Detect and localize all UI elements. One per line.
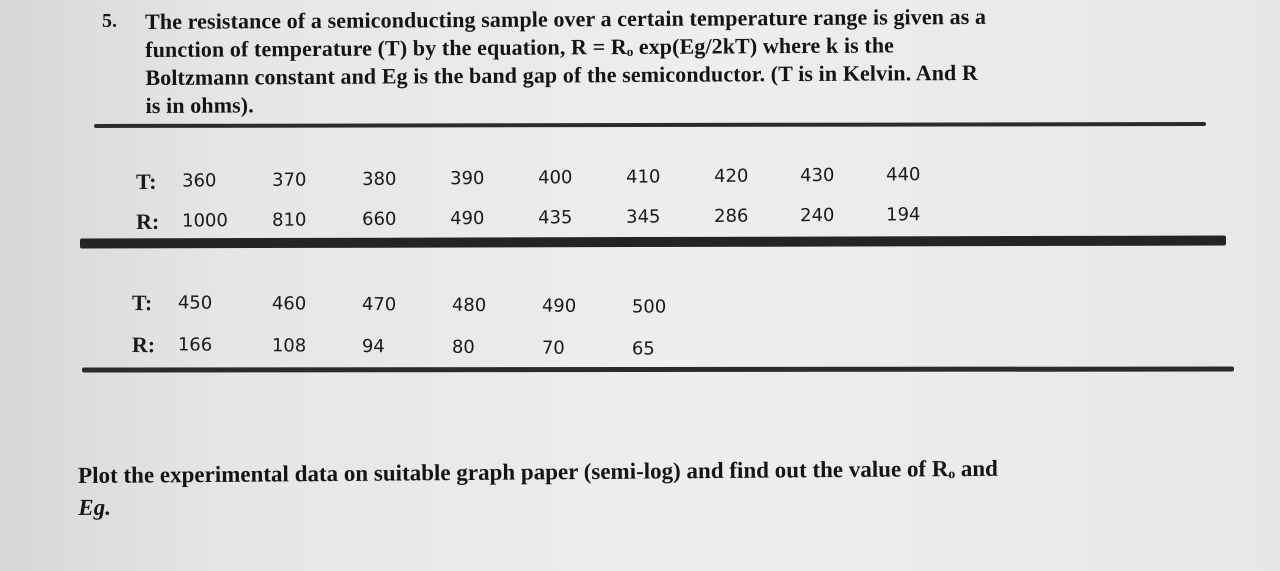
question-number: 5. [102, 10, 117, 32]
table-cell: 490 [449, 207, 485, 230]
table-cell: 660 [362, 208, 397, 231]
table-cell: 194 [885, 204, 921, 226]
table-cell: 80 [451, 336, 475, 358]
table-cell: 70 [541, 337, 565, 359]
table-bottom-rule [82, 366, 1234, 372]
table-cell: 108 [271, 335, 307, 357]
table-cell: 480 [451, 294, 487, 317]
group1-temperature-row [135, 160, 1236, 194]
table-cell: 65 [631, 338, 655, 360]
table-top-rule [94, 122, 1206, 128]
table-cell: 460 [271, 293, 307, 315]
table-cell: 360 [182, 170, 217, 192]
table-cell: 435 [537, 207, 573, 229]
table-cell: 286 [713, 205, 749, 227]
instruction-line-1: Plot the experimental data on suitable graph paper (semi-log) and find out the value of Rₒ and [78, 455, 999, 488]
table-cell: 345 [625, 206, 661, 228]
table-cell: 470 [361, 294, 397, 316]
table-cell: 450 [177, 292, 213, 314]
table-cell: 400 [537, 167, 573, 189]
table-cell: 430 [799, 164, 835, 187]
table-cell: 380 [362, 168, 397, 191]
table-cell: 810 [272, 209, 307, 231]
question-text [145, 2, 1176, 120]
group2-resistance-row [131, 332, 832, 360]
temperature-label: T: [131, 290, 153, 316]
resistance-label: R: [135, 208, 160, 234]
table-cell: 420 [713, 165, 749, 187]
table-cell: 370 [272, 169, 307, 191]
table-cell: 1000 [182, 210, 229, 232]
table-cell: 94 [361, 336, 385, 358]
table-cell: 240 [799, 204, 835, 227]
group-separator-rule [80, 235, 1226, 248]
table-cell: 410 [625, 166, 661, 188]
question-line-4: is in ohms). [145, 92, 254, 118]
instruction-line-2: Eg. [78, 494, 112, 520]
table-cell: 500 [631, 296, 667, 318]
resistance-label: R: [131, 332, 156, 358]
table-cell: 390 [449, 167, 485, 190]
question-line-3: Boltzmann constant and Eg is the band gap of the semiconductor. (T is in Kelvin. And R [145, 59, 979, 90]
table-cell: 166 [177, 334, 213, 356]
question-line-2: function of temperature (T) by the equation, R = Rₒ exp(Eg/2kT) where k is the [145, 32, 895, 62]
group2-temperature-row [131, 290, 832, 318]
temperature-label: T: [135, 168, 157, 194]
table-cell: 490 [541, 295, 577, 317]
instruction-text [78, 451, 1238, 524]
question-line-1: The resistance of a semiconducting sample over a certain temperature range is given as a [145, 3, 987, 34]
group1-resistance-row [135, 200, 1236, 234]
table-cell: 440 [885, 164, 921, 186]
